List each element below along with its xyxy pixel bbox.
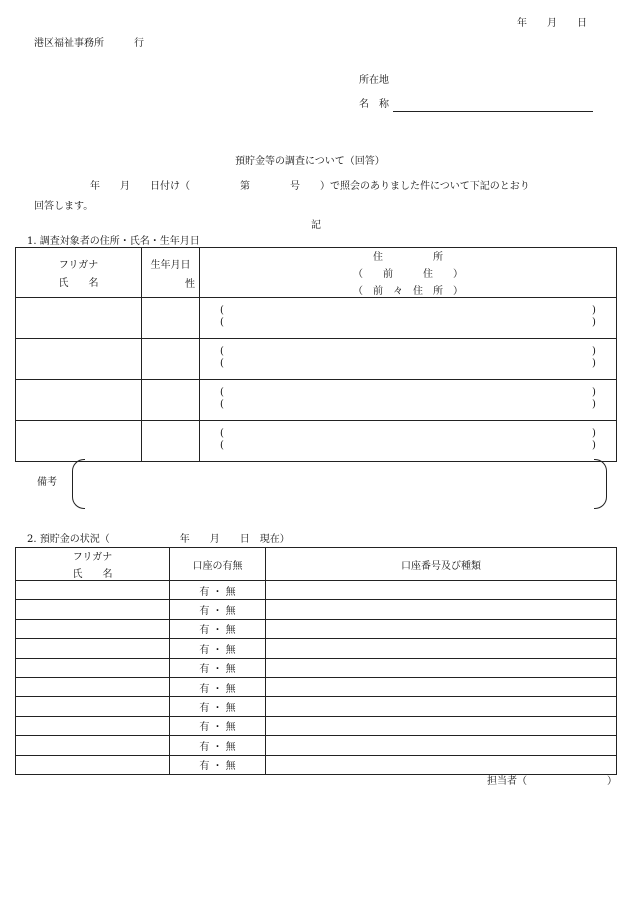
subject-name-cell[interactable] (16, 380, 142, 421)
paren-open: ( (220, 399, 224, 410)
deposit-number-cell[interactable] (266, 581, 617, 600)
deposit-number-cell[interactable] (266, 755, 617, 774)
deposit-name-cell[interactable] (16, 736, 170, 755)
deposit-name-cell[interactable] (16, 600, 170, 619)
subject-birth-cell[interactable] (142, 421, 200, 462)
account-yes-no[interactable]: 有 ・ 無 (170, 639, 266, 658)
date-line: 年 月 日 (517, 18, 587, 29)
paren-close: ) (592, 387, 596, 398)
paren-close: ) (592, 358, 596, 369)
deposit-number-cell[interactable] (266, 619, 617, 638)
deposit-number-cell[interactable] (266, 716, 617, 735)
paren-close: ) (592, 440, 596, 451)
subject-birth-cell[interactable] (142, 339, 200, 380)
deposit-name-cell[interactable] (16, 677, 170, 696)
paren-open: ( (220, 387, 224, 398)
deposit-name-cell[interactable] (16, 716, 170, 735)
document-title: 預貯金等の調査について（回答） (235, 156, 385, 167)
remarks-area[interactable] (86, 461, 592, 505)
section2-heading: 2. 預貯金の状況（ 年 月 日 現在） (27, 534, 290, 545)
paren-close: ) (592, 346, 596, 357)
deposit-number-cell[interactable] (266, 600, 617, 619)
name-label: 名 称 (359, 99, 389, 110)
subject-birth-cell[interactable] (142, 380, 200, 421)
subject-address-cell[interactable] (200, 298, 617, 339)
name-underline (393, 111, 593, 112)
account-yes-no[interactable]: 有 ・ 無 (170, 736, 266, 755)
paren-open: ( (220, 317, 224, 328)
subject-name-header: フリガナ 氏 名 (16, 248, 142, 298)
subject-address-cell[interactable] (200, 421, 617, 462)
subject-name-cell[interactable] (16, 421, 142, 462)
subject-table (15, 247, 617, 462)
subject-name-cell[interactable] (16, 298, 142, 339)
intro-line-1: 年 月 日付け（ 第 号 ）で照会のありました件について下記のとおり (90, 181, 530, 192)
account-yes-no[interactable]: 有 ・ 無 (170, 658, 266, 677)
deposit-account-header: 口座の有無 (170, 548, 266, 581)
account-yes-no[interactable]: 有 ・ 無 (170, 619, 266, 638)
paren-open: ( (220, 305, 224, 316)
deposit-number-cell[interactable] (266, 658, 617, 677)
account-yes-no[interactable]: 有 ・ 無 (170, 581, 266, 600)
deposit-name-header: フリガナ 氏 名 (16, 548, 170, 581)
section1-heading: 1. 調査対象者の住所・氏名・生年月日 (27, 236, 200, 247)
paren-open: ( (220, 440, 224, 451)
account-yes-no[interactable]: 有 ・ 無 (170, 755, 266, 774)
paren-open: ( (220, 346, 224, 357)
deposit-table (15, 547, 617, 775)
paren-close: ) (592, 317, 596, 328)
account-yes-no[interactable]: 有 ・ 無 (170, 677, 266, 696)
addressee: 港区福祉事務所 行 (34, 38, 144, 49)
subject-name-cell[interactable] (16, 339, 142, 380)
intro-line-2: 回答します。 (34, 201, 94, 212)
deposit-number-cell[interactable] (266, 677, 617, 696)
deposit-name-cell[interactable] (16, 581, 170, 600)
account-yes-no[interactable]: 有 ・ 無 (170, 716, 266, 735)
location-label: 所在地 (359, 75, 389, 86)
deposit-name-cell[interactable] (16, 619, 170, 638)
subject-birth-cell[interactable] (142, 298, 200, 339)
deposit-name-cell[interactable] (16, 755, 170, 774)
account-yes-no[interactable]: 有 ・ 無 (170, 697, 266, 716)
deposit-number-header: 口座番号及び種類 (266, 548, 617, 581)
deposit-name-cell[interactable] (16, 697, 170, 716)
deposit-number-cell[interactable] (266, 639, 617, 658)
person-in-charge: 担当者（ ） (487, 776, 617, 787)
remarks-bracket-left (72, 459, 85, 509)
deposit-number-cell[interactable] (266, 736, 617, 755)
subject-address-header: 住 所 （ 前 住 ） （ 前 々 住 所 ） (200, 248, 617, 298)
paren-open: ( (220, 358, 224, 369)
subject-birth-header: 生年月日 性 (142, 248, 200, 298)
deposit-name-cell[interactable] (16, 639, 170, 658)
subject-address-cell[interactable] (200, 339, 617, 380)
paren-close: ) (592, 428, 596, 439)
remarks-bracket-right (594, 459, 607, 509)
ki-heading: 記 (311, 220, 321, 231)
remarks-label: 備考 (37, 477, 57, 488)
paren-close: ) (592, 305, 596, 316)
deposit-name-cell[interactable] (16, 658, 170, 677)
deposit-number-cell[interactable] (266, 697, 617, 716)
paren-close: ) (592, 399, 596, 410)
paren-open: ( (220, 428, 224, 439)
account-yes-no[interactable]: 有 ・ 無 (170, 600, 266, 619)
subject-address-cell[interactable] (200, 380, 617, 421)
